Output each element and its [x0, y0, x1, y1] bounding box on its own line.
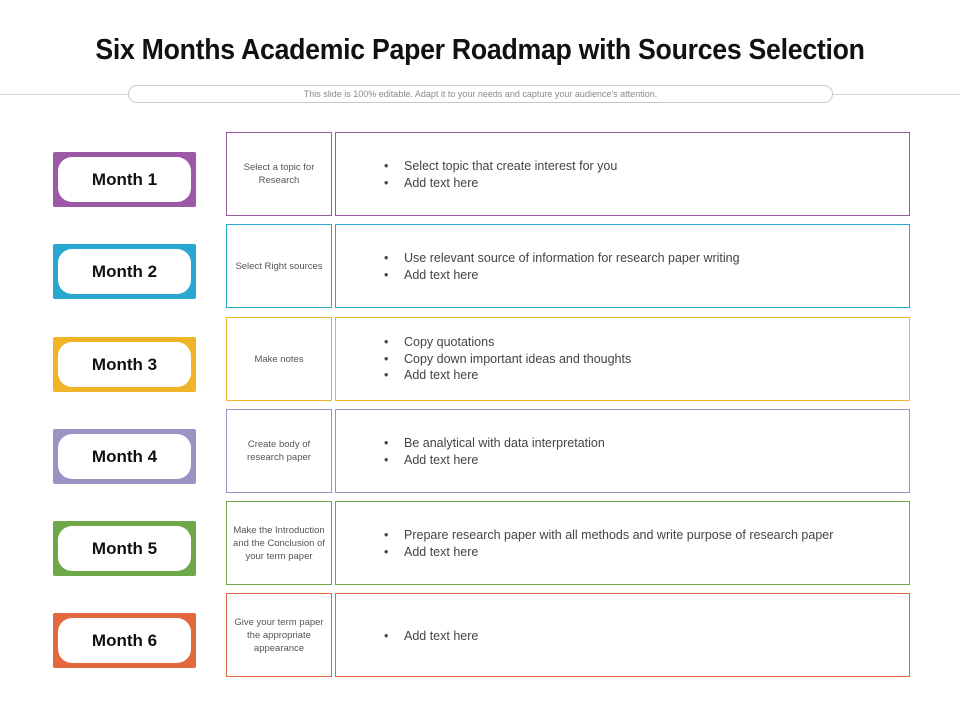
bullet-list: [384, 334, 909, 384]
roadmap-row-3: [0, 317, 960, 401]
bullet-item: • Add text here: [384, 367, 909, 384]
month-tab: [53, 337, 196, 392]
description-box: [335, 317, 910, 401]
step-box: Make the Introduction and the Conclusion of your term paper: [226, 501, 332, 585]
bullet-item: • Select topic that create interest for you: [384, 158, 909, 175]
bullet-list: [384, 250, 909, 283]
description-box: [335, 593, 910, 677]
roadmap-row-2: [0, 224, 960, 308]
bullet-item: • Copy quotations: [384, 334, 909, 351]
roadmap-row-4: [0, 409, 960, 493]
step-box: Select Right sources: [226, 224, 332, 308]
roadmap-row-5: [0, 501, 960, 585]
month-label: Month 5: [58, 526, 191, 571]
step-box: Make notes: [226, 317, 332, 401]
description-box: [335, 132, 910, 216]
description-box: [335, 224, 910, 308]
step-box: Give your term paper the appropriate appearance: [226, 593, 332, 677]
step-box: Select a topic for Research: [226, 132, 332, 216]
bullet-item: • Use relevant source of information for research paper writing: [384, 250, 909, 267]
bullet-list: [384, 158, 909, 191]
month-tab: [53, 613, 196, 668]
bullet-item: • Be analytical with data interpretation: [384, 435, 909, 452]
description-box: [335, 409, 910, 493]
bullet-item: • Prepare research paper with all methods and write purpose of research paper: [384, 527, 909, 544]
month-label: Month 6: [58, 618, 191, 663]
bullet-item: • Add text here: [384, 628, 909, 645]
roadmap-row-1: [0, 132, 960, 216]
subtitle-banner: This slide is 100% editable. Adapt it to your needs and capture your audience's attention.: [128, 85, 833, 103]
month-tab: [53, 429, 196, 484]
month-tab: [53, 521, 196, 576]
bullet-list: [384, 527, 909, 560]
bullet-item: • Add text here: [384, 267, 909, 284]
bullet-item: • Copy down important ideas and thoughts: [384, 351, 909, 368]
description-box: [335, 501, 910, 585]
month-label: Month 2: [58, 249, 191, 294]
slide-title: Six Months Academic Paper Roadmap with Sources Selection: [95, 34, 865, 66]
month-label: Month 4: [58, 434, 191, 479]
month-label: Month 1: [58, 157, 191, 202]
bullet-item: • Add text here: [384, 175, 909, 192]
step-box: Create body of research paper: [226, 409, 332, 493]
bullet-list: [384, 435, 909, 468]
bullet-list: [384, 628, 909, 645]
bullet-item: • Add text here: [384, 452, 909, 469]
month-tab: [53, 152, 196, 207]
roadmap-row-6: [0, 593, 960, 677]
month-label: Month 3: [58, 342, 191, 387]
bullet-item: • Add text here: [384, 544, 909, 561]
month-tab: [53, 244, 196, 299]
